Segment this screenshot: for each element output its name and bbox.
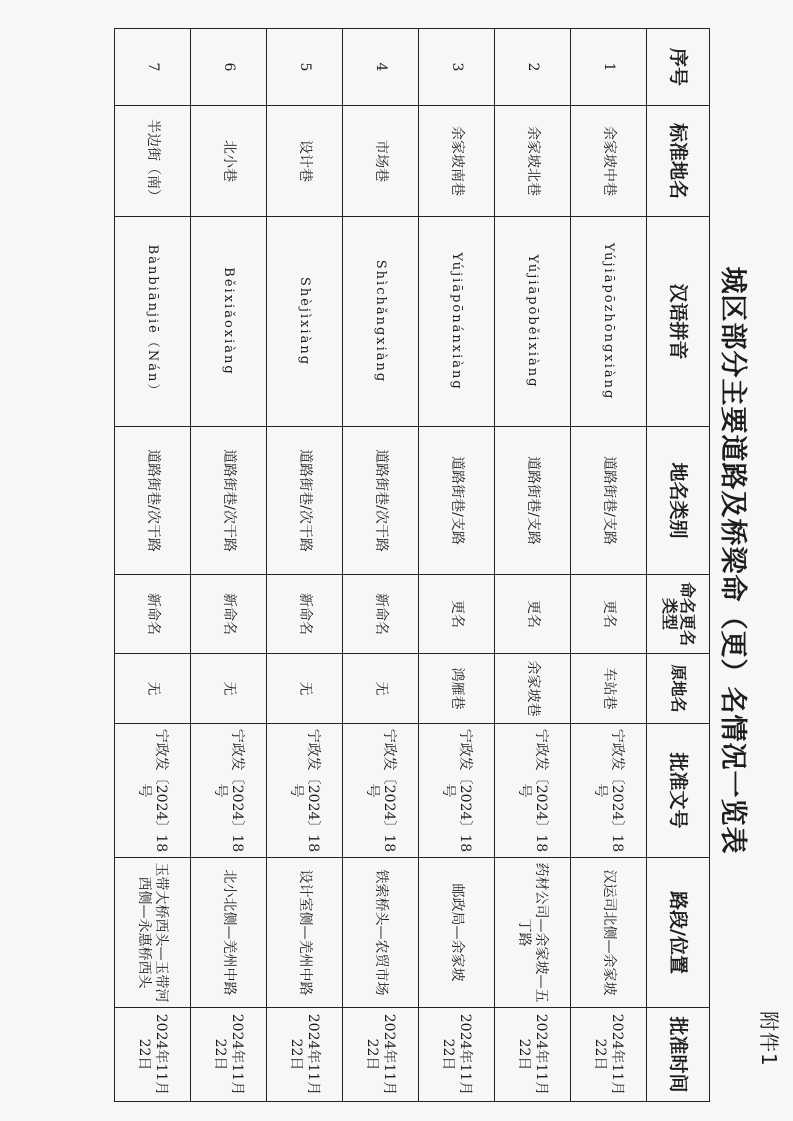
header-cell: 地名类别 — [647, 427, 710, 575]
approval-date: 2024年11月22日 — [419, 1008, 495, 1102]
naming-type: 新命名 — [191, 575, 267, 654]
naming-type: 更名 — [419, 575, 495, 654]
pinyin: Yújiāpōběixiàng — [495, 217, 571, 427]
naming-type: 更名 — [571, 575, 647, 654]
approval-date: 2024年11月22日 — [115, 1008, 191, 1102]
approval-date: 2024年11月22日 — [495, 1008, 571, 1102]
table-row — [115, 29, 191, 1102]
approval-doc: 宁政发〔2024〕18号 — [495, 724, 571, 858]
original-name: 余家坡巷 — [495, 654, 571, 724]
pinyin: Bànbiānjiē（Nán） — [115, 217, 191, 427]
place-category: 道路街巷/次干路 — [191, 427, 267, 575]
standard-name: 设计巷 — [267, 106, 343, 217]
row-number: 7 — [115, 29, 191, 106]
naming-type: 新命名 — [115, 575, 191, 654]
table-row — [191, 29, 267, 1102]
road-location: 设计室侧—羌州中路 — [267, 858, 343, 1008]
place-category: 道路街巷/支路 — [495, 427, 571, 575]
table-row — [495, 29, 571, 1102]
row-number: 2 — [495, 29, 571, 106]
standard-name: 市场巷 — [343, 106, 419, 217]
place-category: 道路街巷/支路 — [419, 427, 495, 575]
attachment-label: 附件1 — [757, 1011, 781, 1067]
original-name: 无 — [343, 654, 419, 724]
original-name: 鸿雁巷 — [419, 654, 495, 724]
original-name: 无 — [191, 654, 267, 724]
approval-date: 2024年11月22日 — [343, 1008, 419, 1102]
header-cell: 命名更名类型 — [647, 575, 710, 654]
place-category: 道路街巷/次干路 — [115, 427, 191, 575]
approval-doc: 宁政发〔2024〕18号 — [115, 724, 191, 858]
approval-date: 2024年11月22日 — [191, 1008, 267, 1102]
place-category: 道路街巷/次干路 — [343, 427, 419, 575]
road-location: 铁索桥头—农贸市场 — [343, 858, 419, 1008]
original-name: 无 — [115, 654, 191, 724]
original-name: 车站巷 — [571, 654, 647, 724]
pinyin: Shèjìxiàng — [267, 217, 343, 427]
approval-doc: 宁政发〔2024〕18号 — [571, 724, 647, 858]
naming-type: 新命名 — [267, 575, 343, 654]
approval-doc: 宁政发〔2024〕18号 — [419, 724, 495, 858]
table-row — [267, 29, 343, 1102]
approval-date: 2024年11月22日 — [267, 1008, 343, 1102]
header-cell: 路段/位置 — [647, 858, 710, 1008]
header-cell: 汉语拼音 — [647, 217, 710, 427]
table-row — [343, 29, 419, 1102]
road-location: 玉带大桥西头—玉带河西侧—永惠桥西头 — [115, 858, 191, 1008]
standard-name: 余家坡南巷 — [419, 106, 495, 217]
header-cell: 批准时间 — [647, 1008, 710, 1102]
table-row — [571, 29, 647, 1102]
header-cell: 原地名 — [647, 654, 710, 724]
header-cell: 批准文号 — [647, 724, 710, 858]
pinyin: Yújiāpōnánxiàng — [419, 217, 495, 427]
row-number: 4 — [343, 29, 419, 106]
place-category: 道路街巷/支路 — [571, 427, 647, 575]
naming-type: 新命名 — [343, 575, 419, 654]
standard-name: 余家坡中巷 — [571, 106, 647, 217]
naming-type: 更名 — [495, 575, 571, 654]
road-location: 药材公司—余家坡—五丁路 — [495, 858, 571, 1008]
approval-doc: 宁政发〔2024〕18号 — [343, 724, 419, 858]
header-cell: 序号 — [647, 29, 710, 106]
standard-name: 余家坡北巷 — [495, 106, 571, 217]
approval-doc: 宁政发〔2024〕18号 — [267, 724, 343, 858]
approval-date: 2024年11月22日 — [571, 1008, 647, 1102]
pinyin: Yújiāpōzhōngxiàng — [571, 217, 647, 427]
approval-doc: 宁政发〔2024〕18号 — [191, 724, 267, 858]
pinyin: Běixiǎoxiàng — [191, 217, 267, 427]
row-number: 5 — [267, 29, 343, 106]
row-number: 6 — [191, 29, 267, 106]
table-row — [419, 29, 495, 1102]
header-row — [647, 29, 710, 1102]
road-location: 汉运司北侧—余家坡 — [571, 858, 647, 1008]
row-number: 1 — [571, 29, 647, 106]
original-name: 无 — [267, 654, 343, 724]
road-location: 邮政局—余家坡 — [419, 858, 495, 1008]
naming-table — [114, 28, 710, 1102]
header-cell: 标准地名 — [647, 106, 710, 217]
place-category: 道路街巷/次干路 — [267, 427, 343, 575]
road-location: 北小北侧—羌州中路 — [191, 858, 267, 1008]
document-title: 城区部分主要道路及桥梁命（更）名情况一览表 — [717, 266, 748, 855]
standard-name: 北小巷 — [191, 106, 267, 217]
row-number: 3 — [419, 29, 495, 106]
standard-name: 半边街（南） — [115, 106, 191, 217]
pinyin: Shìchǎngxiàng — [343, 217, 419, 427]
